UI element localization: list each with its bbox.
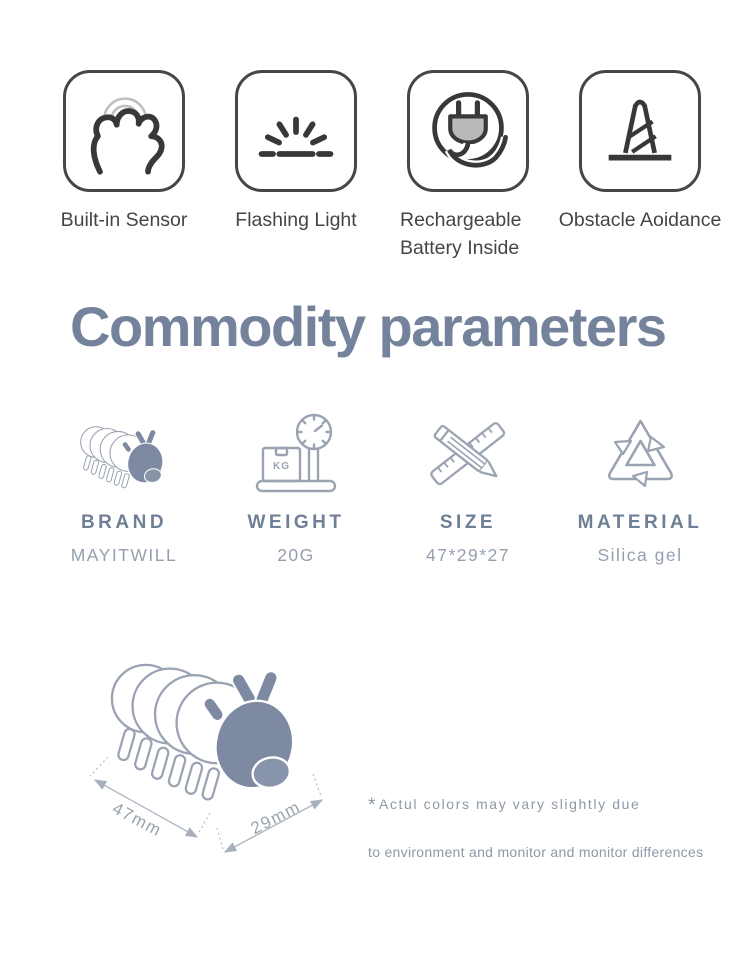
traffic-cone-icon bbox=[593, 84, 687, 178]
feature-label: Rechargeable Battery Inside bbox=[400, 209, 522, 259]
footnote-line-2: to environment and monitor and monitor differences bbox=[368, 844, 704, 860]
footnote-marker: * bbox=[368, 795, 377, 816]
feature-label: Built-in Sensor bbox=[60, 209, 188, 231]
flashing-light-icon bbox=[249, 84, 343, 178]
spec-value: Silica gel bbox=[597, 545, 683, 565]
spec-label: SIZE bbox=[439, 512, 497, 533]
feature-label: Obstacle Aoidance bbox=[558, 209, 722, 231]
dimension-lines bbox=[70, 645, 350, 880]
feature-rechargeable-battery bbox=[382, 70, 554, 262]
feature-obstacle-avoidance bbox=[554, 70, 726, 262]
spec-row bbox=[38, 396, 728, 566]
spec-label: BRAND bbox=[80, 512, 168, 533]
section-title: Commodity parameters bbox=[70, 295, 666, 358]
spec-material bbox=[554, 396, 726, 566]
touch-sensor-icon bbox=[77, 84, 171, 178]
spec-value: 20G bbox=[277, 545, 315, 565]
brand-caterpillar-icon bbox=[73, 396, 175, 500]
spec-value: MAYITWILL bbox=[70, 545, 178, 565]
kg-badge: KG bbox=[273, 461, 290, 472]
charging-plug-icon bbox=[421, 84, 515, 178]
footnote-line-1: Actul colors may vary slightly due bbox=[379, 796, 641, 812]
feature-card bbox=[407, 70, 529, 192]
spec-weight bbox=[210, 396, 382, 566]
dimension-depth-label: 29mm bbox=[247, 797, 304, 839]
spec-value: 47*29*27 bbox=[425, 545, 511, 565]
size-pencil-ruler-icon bbox=[422, 396, 514, 500]
feature-card bbox=[63, 70, 185, 192]
spec-label: WEIGHT bbox=[247, 512, 345, 533]
feature-label: Flashing Light bbox=[235, 209, 357, 231]
recycle-icon bbox=[593, 396, 688, 500]
dimension-length-label: 47mm bbox=[109, 798, 166, 841]
feature-row bbox=[38, 70, 728, 262]
feature-card bbox=[579, 70, 701, 192]
feature-card bbox=[235, 70, 357, 192]
feature-built-in-sensor bbox=[38, 70, 210, 262]
spec-label: MATERIAL bbox=[577, 512, 703, 533]
footnote bbox=[368, 795, 743, 860]
feature-flashing-light bbox=[210, 70, 382, 262]
weight-scale-icon bbox=[251, 396, 341, 500]
spec-brand bbox=[38, 396, 210, 566]
spec-size bbox=[382, 396, 554, 566]
